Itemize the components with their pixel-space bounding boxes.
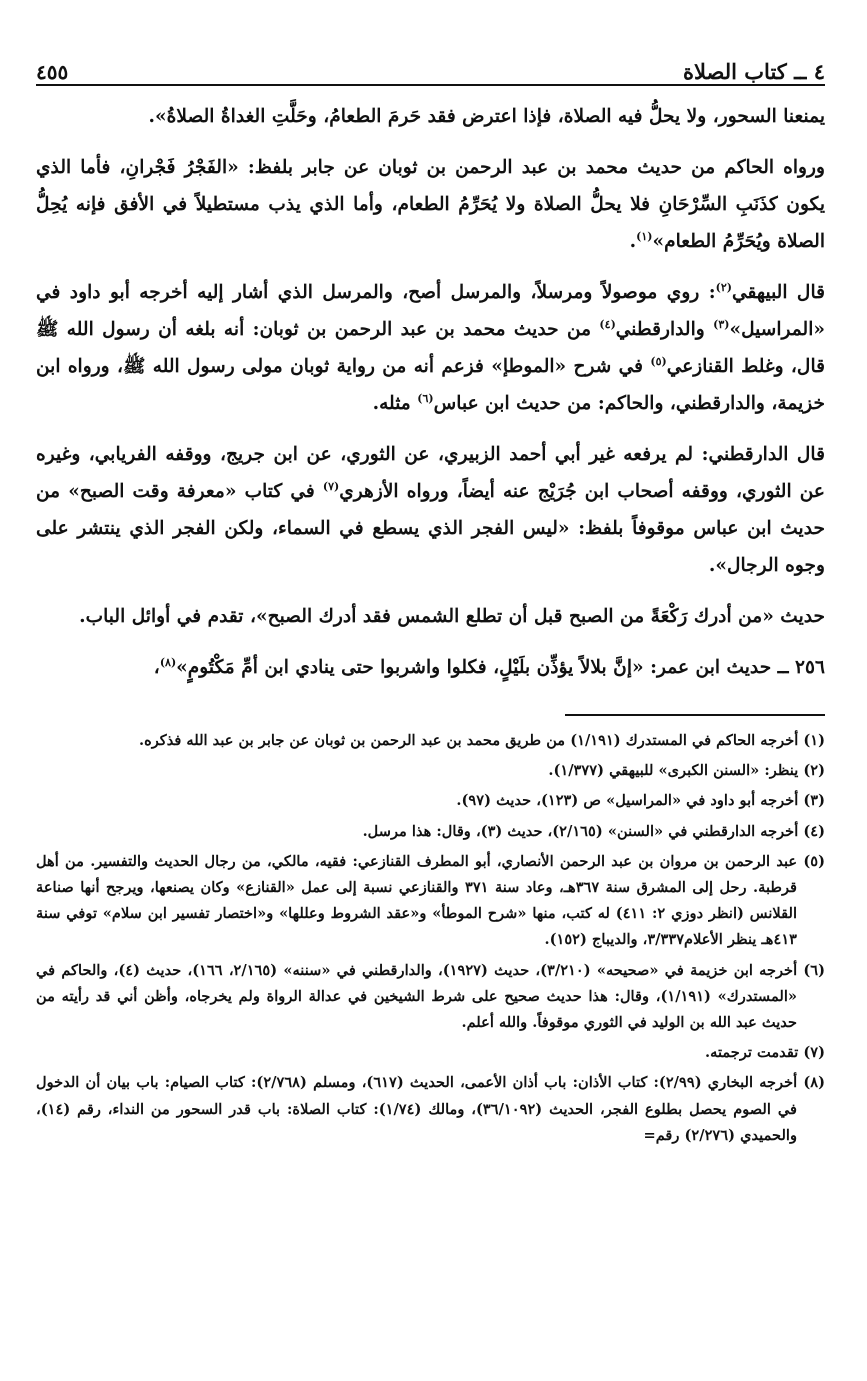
- footnote-1: (١) أخرجه الحاكم في المستدرك (١/١٩١) من طريق محمد بن عبد الرحمن بن ثوبان عن جابر بن عبد الله فذكره.: [138, 732, 825, 749]
- hadith-256-heading: ٢٥٦ ــ حديث ابن عمر:: [650, 657, 825, 678]
- paragraph-3-text-a: قال البيهقي: [731, 282, 825, 303]
- hadith-256-end: ،: [153, 657, 160, 678]
- paragraph-3-text-e: في شرح «الموطإ» فزعم أنه من رواية ثوبان مولى رسول الله ﷺ، ورواه ابن خزيمة، والدارقطني، والحاكم: من حديث ابن عباس: [36, 356, 825, 414]
- paragraph-1-text: يمنعنا السحور، ولا يحلُّ فيه الصلاة، فإذا اعترض فقد حَرمَ الطعامُ، وحَلَّتِ الغداةُ الصلاةُ».: [148, 106, 825, 127]
- paragraph-2-text: ورواه الحاكم من حديث محمد بن عبد الرحمن بن ثوبان عن جابر بلفظ: «الفَجْرُ فَجْرانِ، فأما الذي يكون كذَنَبِ السِّرْحَانِ فلا يحلُّ الصلاة ولا يُحَرِّمُ الطعام، وأما الذي يذب مستطيلاً في الأفق فإنه يُحِلُّ الصلاة ويُحَرِّمُ الطعام»: [36, 157, 825, 252]
- paragraph-5-text: حديث «من أدرك رَكْعَةً من الصبح قبل أن تطلع الشمس فقد أدرك الصبح»، تقدم في أوائل الباب.: [79, 606, 825, 627]
- hadith-256-text: «إنَّ بلالاً يؤذِّن بلَيْلٍ، فكلوا واشربوا حتى ينادي ابن أمِّ مَكْتُومٍ»: [176, 657, 651, 678]
- footnote-ref-5[interactable]: (٥): [650, 354, 667, 368]
- footnote-7: (٧) تقدمت ترجمته.: [705, 1044, 825, 1062]
- footnote-ref-4[interactable]: (٤): [599, 317, 616, 331]
- paragraph-5: [36, 598, 825, 635]
- paragraph-1: [36, 98, 825, 135]
- footnote-ref-8[interactable]: (٨): [159, 655, 177, 669]
- footnote-6: (٦) أخرجه ابن خزيمة في «صحيحه» (٣/٢١٠)، حديث (١٩٢٧)، والدارقطني في «سننه» (٢/١٦٥، ١٦٦)، حديث (٤)، والحاكم في «المستدرك» (١/١٩١)، وقال: هذا حديث صحيح على شرط الشيخين في عدالة الرواة ولم يخرجاه، وأظن أني قد رأيته من حديث عبد الله بن الوليد في الثوري موقوفاً. والله أعلم.: [36, 961, 825, 1032]
- paragraph-4-text-a: قال الدارقطني: لم يرفعه غير أبي أحمد الزبيري، عن الثوري، عن ابن جريج، ووقفه الفريابي، وغيره عن الثوري، ووقفه أصحاب ابن جُرَيْج عنه أيضاً، ورواه الأزهري: [36, 444, 825, 502]
- paragraph-2: [36, 149, 825, 260]
- paragraph-3-text-f: مثله.: [372, 393, 418, 414]
- footnote-8: (٨) أخرجه البخاري (٢/٩٩): كتاب الأذان: باب أذان الأعمى، الحديث (٦١٧)، ومسلم (٢/٧٦٨): كتاب الصيام: باب بيان أن الدخول في الصوم يحصل بطلوع الفجر، الحديث (٣٦/١٠٩٢)، ومالك (١/٧٤): كتاب الصلاة: باب قدر السحور من النداء، رقم (١٤)، والحميدي (٢/٢٧٦) رقم=: [36, 1074, 826, 1144]
- footnote-ref-2[interactable]: (٢): [715, 280, 732, 294]
- paragraph-4-text-b: في كتاب «معرفة وقت الصبح» من حديث ابن عباس موقوفاً بلفظ: «ليس الفجر الذي يسطع في السماء، ولكن الفجر الذي ينتشر على وجوه الرجال».: [36, 481, 825, 576]
- chapter-title: ٤ ــ كتاب الصلاة: [683, 59, 825, 84]
- hadith-256: [36, 649, 825, 686]
- footnote-ref-6[interactable]: (٦): [417, 391, 434, 405]
- footnote-ref-3[interactable]: (٣): [713, 317, 730, 331]
- footnote-5: (٥) عبد الرحمن بن مروان بن عبد الرحمن الأنصاري، أبو المطرف القنازعي: فقيه، مالكي، من رجال الحديث والتفسير. من أهل قرطبة. رحل إلى المشرق سنة ٣٦٧هـ، وعاد سنة ٣٧١ والقنازعي نسبة إلى عمل «القنازع» وكان يصنعها، ويرجح أنها صناعة القلانس (انظر دوزي ٢: ٤١١) له كتب، منها «شرح الموطأ» و«عقد الشروط وعللها» و«اختصار تفسير ابن سلام» توفي سنة ٤١٣هـ ينظر الأعلام٣/٣٣٧، والديباج (١٥٢).: [36, 852, 825, 949]
- paragraph-4: [36, 436, 825, 584]
- paragraph-3: [36, 274, 825, 422]
- footnotes: [36, 728, 825, 1149]
- footnote-4: (٤) أخرجه الدارقطني في «السنن» (٢/١٦٥)، حديث (٣)، وقال: هذا مرسل.: [362, 822, 825, 840]
- main-text: [36, 98, 825, 686]
- footnote-2: (٢) ينظر: «السنن الكبرى» للبيهقي (١/٣٧٧).: [548, 762, 825, 780]
- page-number: ٤٥٥: [36, 60, 69, 84]
- footnote-ref-7[interactable]: (٧): [322, 479, 340, 493]
- footnote-3: (٣) أخرجه أبو داود في «المراسيل» ص (١٢٣)، حديث (٩٧).: [456, 792, 825, 810]
- paragraph-3-text-d: من حديث محمد بن عبد الرحمن بن ثوبان: أنه بلغه أن رسول الله ﷺ قال، وغلط القنازعي: [36, 319, 825, 377]
- paragraph-3-text-b: : روي موصولاً ومرسلاً، والمرسل أصح، والمرسل الذي أشار إليه أخرجه أبو داود في «المراسيل»: [36, 282, 825, 340]
- page-header: [36, 40, 825, 86]
- footnote-ref-1[interactable]: (١): [636, 229, 653, 243]
- footnote-divider: [565, 714, 825, 716]
- paragraph-3-text-c: والدارقطني: [615, 319, 714, 340]
- paragraph-2-end: .: [629, 231, 637, 252]
